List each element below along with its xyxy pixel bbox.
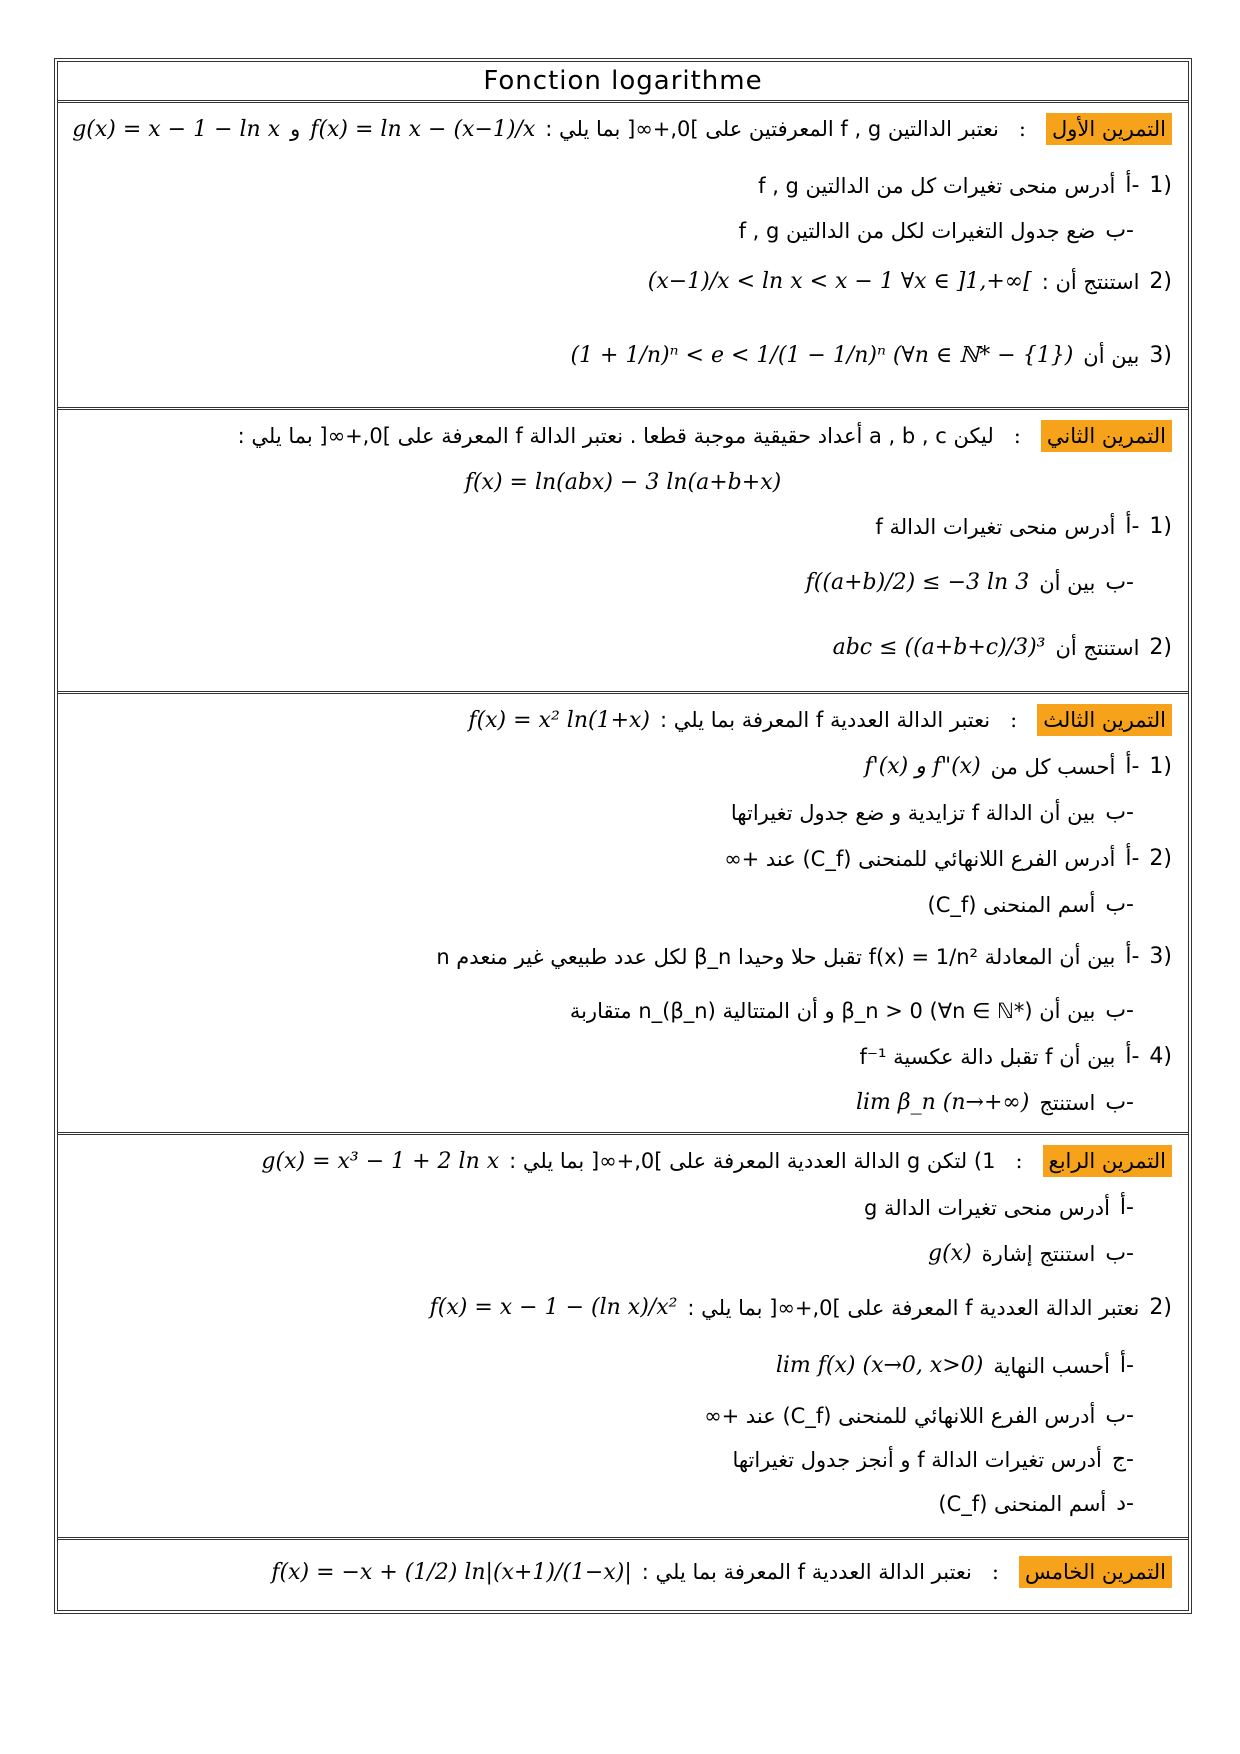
ex3-q3b-text: بين أن β_n > 0 (∀n ∈ ℕ*) و أن المتتالية (β_n)_n متقاربة xyxy=(569,998,1096,1023)
ex1-g-definition: g(x) = x − 1 − ln x xyxy=(72,116,281,142)
ex4-q1a-text: أدرس منحى تغيرات الدالة g xyxy=(864,1195,1110,1220)
ex1-q2-math: (x−1)/x < ln x < x − 1 ∀x ∈ ]1,+∞[ xyxy=(647,269,1032,294)
ex3-q3b xyxy=(74,998,1172,1023)
ex4-intro-line: g(x) = x³ − 1 + 2 ln x 1) لتكن g الدالة العددية المعرفة على ]0,+∞[ بما يلي : : التمرين الرابع xyxy=(74,1145,1172,1177)
ex4-q2a-mark: أ- xyxy=(1119,1353,1134,1378)
ex3-q2b-text: أسم المنحنى (C_f) xyxy=(927,892,1096,917)
ex4-q1a-mark: أ- xyxy=(1119,1195,1134,1220)
ex2-q2 xyxy=(74,635,1172,660)
ex5-intro-line: f(x) = −x + (1/2) ln|(x+1)/(1−x)| نعتبر الدالة العددية f المعرفة بما يلي : : التمرين الخامس xyxy=(74,1556,1172,1588)
ex3-q3a-text: بين أن المعادلة f(x) = 1/n² تقبل حلا وحيدا β_n لكل عدد طبيعي غير منعدم n xyxy=(436,944,1116,969)
ex3-q1a xyxy=(74,754,1172,779)
ex3-q4b-math: lim β_n (n→+∞) xyxy=(855,1090,1030,1115)
ex4-q1b-math: g(x) xyxy=(928,1241,972,1266)
ex3-q4-number: 4) xyxy=(1149,1044,1172,1069)
ex2-intro-text: ليكن a , b , c أعداد حقيقية موجبة قطعا . نعتبر الدالة f المعرفة على ]0,+∞[ بما يلي : xyxy=(237,424,994,448)
ex4-q2c-mark: ج- xyxy=(1111,1447,1134,1472)
ex1-q1a xyxy=(74,173,1172,198)
ex1-q1b xyxy=(74,218,1172,243)
ex3-q3b-mark: ب- xyxy=(1105,998,1134,1023)
ex3-q1-number: 1) xyxy=(1149,754,1172,779)
ex3-q3-number: 3) xyxy=(1149,944,1172,969)
ex4-q1b-text: استنتج إشارة xyxy=(981,1241,1096,1266)
ex1-q1b-text: ضع جدول التغيرات لكل من الدالتين f , g xyxy=(738,218,1096,243)
ex3-q1a-math: f'(x) و f"(x) xyxy=(864,754,981,779)
ex3-q4a-mark: أ- xyxy=(1125,1044,1140,1069)
ex2-q1a xyxy=(74,514,1172,539)
ex4-q2c xyxy=(74,1447,1172,1472)
ex1-and: و xyxy=(290,117,301,141)
ex4-q1b-mark: ب- xyxy=(1105,1241,1134,1266)
ex1-q2 xyxy=(74,269,1172,294)
ex3-q3a-mark: أ- xyxy=(1125,944,1140,969)
ex2-q1b-text: بين أن xyxy=(1039,570,1096,595)
ex5-label: التمرين الخامس xyxy=(1019,1556,1172,1588)
ex3-q4b xyxy=(74,1090,1172,1115)
ex3-label: التمرين الثالث xyxy=(1037,704,1172,736)
ex1-intro-text: نعتبر الدالتين f , g المعرفتين على ]0,+∞[ بما يلي : xyxy=(545,117,999,141)
ex3-q2a-text: أدرس الفرع اللانهائي للمنحنى (C_f) عند +∞ xyxy=(724,846,1116,871)
ex4-q2-number: 2) xyxy=(1149,1295,1172,1320)
ex2-q2-math: abc ≤ ((a+b+c)/3)³ xyxy=(832,635,1046,660)
ex3-q2-number: 2) xyxy=(1149,846,1172,871)
exercise-5 xyxy=(58,1540,1188,1610)
ex4-q2b xyxy=(74,1403,1172,1428)
ex2-q1-number: 1) xyxy=(1149,514,1172,539)
ex3-q4b-text: استنتج xyxy=(1039,1090,1096,1115)
ex3-q1b-text: بين أن الدالة f تزايدية و ضع جدول تغيراتها xyxy=(730,800,1096,825)
ex4-q2d-mark: د- xyxy=(1116,1491,1134,1516)
ex1-q2-number: 2) xyxy=(1149,269,1172,294)
ex3-q2b-mark: ب- xyxy=(1105,892,1134,917)
worksheet-frame xyxy=(54,58,1192,1614)
ex3-q1b-mark: ب- xyxy=(1105,800,1134,825)
ex4-q2 xyxy=(74,1295,1172,1320)
ex1-q3 xyxy=(74,343,1172,368)
ex3-q2a xyxy=(74,846,1172,871)
exercise-3 xyxy=(58,694,1188,1135)
ex3-q2a-mark: أ- xyxy=(1125,846,1140,871)
ex3-f-definition: f(x) = x² ln(1+x) xyxy=(468,707,650,733)
ex2-q1a-text: أدرس منحى تغيرات الدالة f xyxy=(875,514,1116,539)
ex5-f-definition: f(x) = −x + (1/2) ln|(x+1)/(1−x)| xyxy=(271,1559,632,1585)
ex1-q3-number: 3) xyxy=(1149,343,1172,368)
ex2-q1a-mark: أ- xyxy=(1125,514,1140,539)
ex3-q1b xyxy=(74,800,1172,825)
ex1-q3-text: بين أن xyxy=(1083,343,1140,368)
ex5-intro-text: نعتبر الدالة العددية f المعرفة بما يلي : xyxy=(641,1560,972,1584)
ex4-q2-text: نعتبر الدالة العددية f المعرفة على ]0,+∞[ بما يلي : xyxy=(687,1295,1140,1320)
ex1-q1b-mark: ب- xyxy=(1105,218,1134,243)
ex3-q1a-mark: أ- xyxy=(1125,754,1140,779)
ex4-q2c-text: أدرس تغيرات الدالة f و أنجز جدول تغيراتها xyxy=(732,1447,1102,1472)
ex1-q1a-text: أدرس منحى تغيرات كل من الدالتين f , g xyxy=(758,173,1116,198)
ex4-q2b-mark: ب- xyxy=(1105,1403,1134,1428)
ex1-intro-line: g(x) = x − 1 − ln x و f(x) = ln x − (x−1)/x نعتبر الدالتين f , g المعرفتين على ]0,+∞[ بما يلي : : التمرين الأول xyxy=(74,113,1172,145)
ex2-q1b-math: f((a+b)/2) ≤ −3 ln 3 xyxy=(805,570,1030,595)
ex4-q2a-math: lim f(x) (x→0, x>0) xyxy=(775,1353,984,1378)
ex3-q4a-text: بين أن f تقبل دالة عكسية f⁻¹ xyxy=(859,1044,1116,1069)
ex4-q2b-text: أدرس الفرع اللانهائي للمنحنى (C_f) عند +∞ xyxy=(704,1403,1096,1428)
exercise-4 xyxy=(58,1135,1188,1540)
ex3-q3a xyxy=(74,944,1172,969)
ex4-q1a xyxy=(74,1195,1172,1220)
ex2-q2-text: استنتج أن xyxy=(1055,635,1140,660)
ex2-q1b-mark: ب- xyxy=(1105,570,1134,595)
exercise-1 xyxy=(58,103,1188,410)
ex4-q2d xyxy=(74,1491,1172,1516)
ex3-q4b-mark: ب- xyxy=(1105,1090,1134,1115)
ex2-intro-line: ليكن a , b , c أعداد حقيقية موجبة قطعا . نعتبر الدالة f المعرفة على ]0,+∞[ بما يلي : : التمرين الثاني xyxy=(74,420,1172,452)
ex1-label: التمرين الأول xyxy=(1046,113,1172,145)
ex4-q2a-text: أحسب النهاية xyxy=(993,1353,1110,1378)
ex3-q1a-text: أحسب كل من xyxy=(990,754,1116,779)
ex3-q4a xyxy=(74,1044,1172,1069)
ex2-label: التمرين الثاني xyxy=(1041,420,1172,452)
ex4-q2a xyxy=(74,1353,1172,1378)
ex4-q1b xyxy=(74,1241,1172,1266)
ex2-f-definition: f(x) = ln(abx) − 3 ln(a+b+x) xyxy=(464,470,782,495)
ex3-intro-text: نعتبر الدالة العددية f المعرفة بما يلي : xyxy=(660,708,991,732)
ex4-q2-math: f(x) = x − 1 − (ln x)/x² xyxy=(429,1295,678,1320)
ex1-q3-math: (1 + 1/n)ⁿ < e < 1/(1 − 1/n)ⁿ (∀n ∈ ℕ* − {1}) xyxy=(570,343,1074,368)
ex1-q1-number: 1) xyxy=(1149,173,1172,198)
ex4-q2d-text: أسم المنحنى (C_f) xyxy=(938,1491,1107,1516)
ex2-q1b xyxy=(74,570,1172,595)
ex1-q2-text: استنتج أن : xyxy=(1041,269,1140,294)
ex2-q2-number: 2) xyxy=(1149,635,1172,660)
ex4-g-definition: g(x) = x³ − 1 + 2 ln x xyxy=(261,1148,500,1174)
ex1-f-definition: f(x) = ln x − (x−1)/x xyxy=(310,116,536,142)
ex1-q1a-mark: أ- xyxy=(1125,173,1140,198)
ex2-f-line xyxy=(74,470,1172,495)
ex4-label: التمرين الرابع xyxy=(1043,1145,1172,1177)
ex4-intro-text: 1) لتكن g الدالة العددية المعرفة على ]0,+∞[ بما يلي : xyxy=(509,1149,996,1173)
exercise-2 xyxy=(58,410,1188,694)
page-title: Fonction logarithme xyxy=(58,62,1188,103)
ex3-q2b xyxy=(74,892,1172,917)
ex3-intro-line: f(x) = x² ln(1+x) نعتبر الدالة العددية f المعرفة بما يلي : : التمرين الثالث xyxy=(74,704,1172,736)
